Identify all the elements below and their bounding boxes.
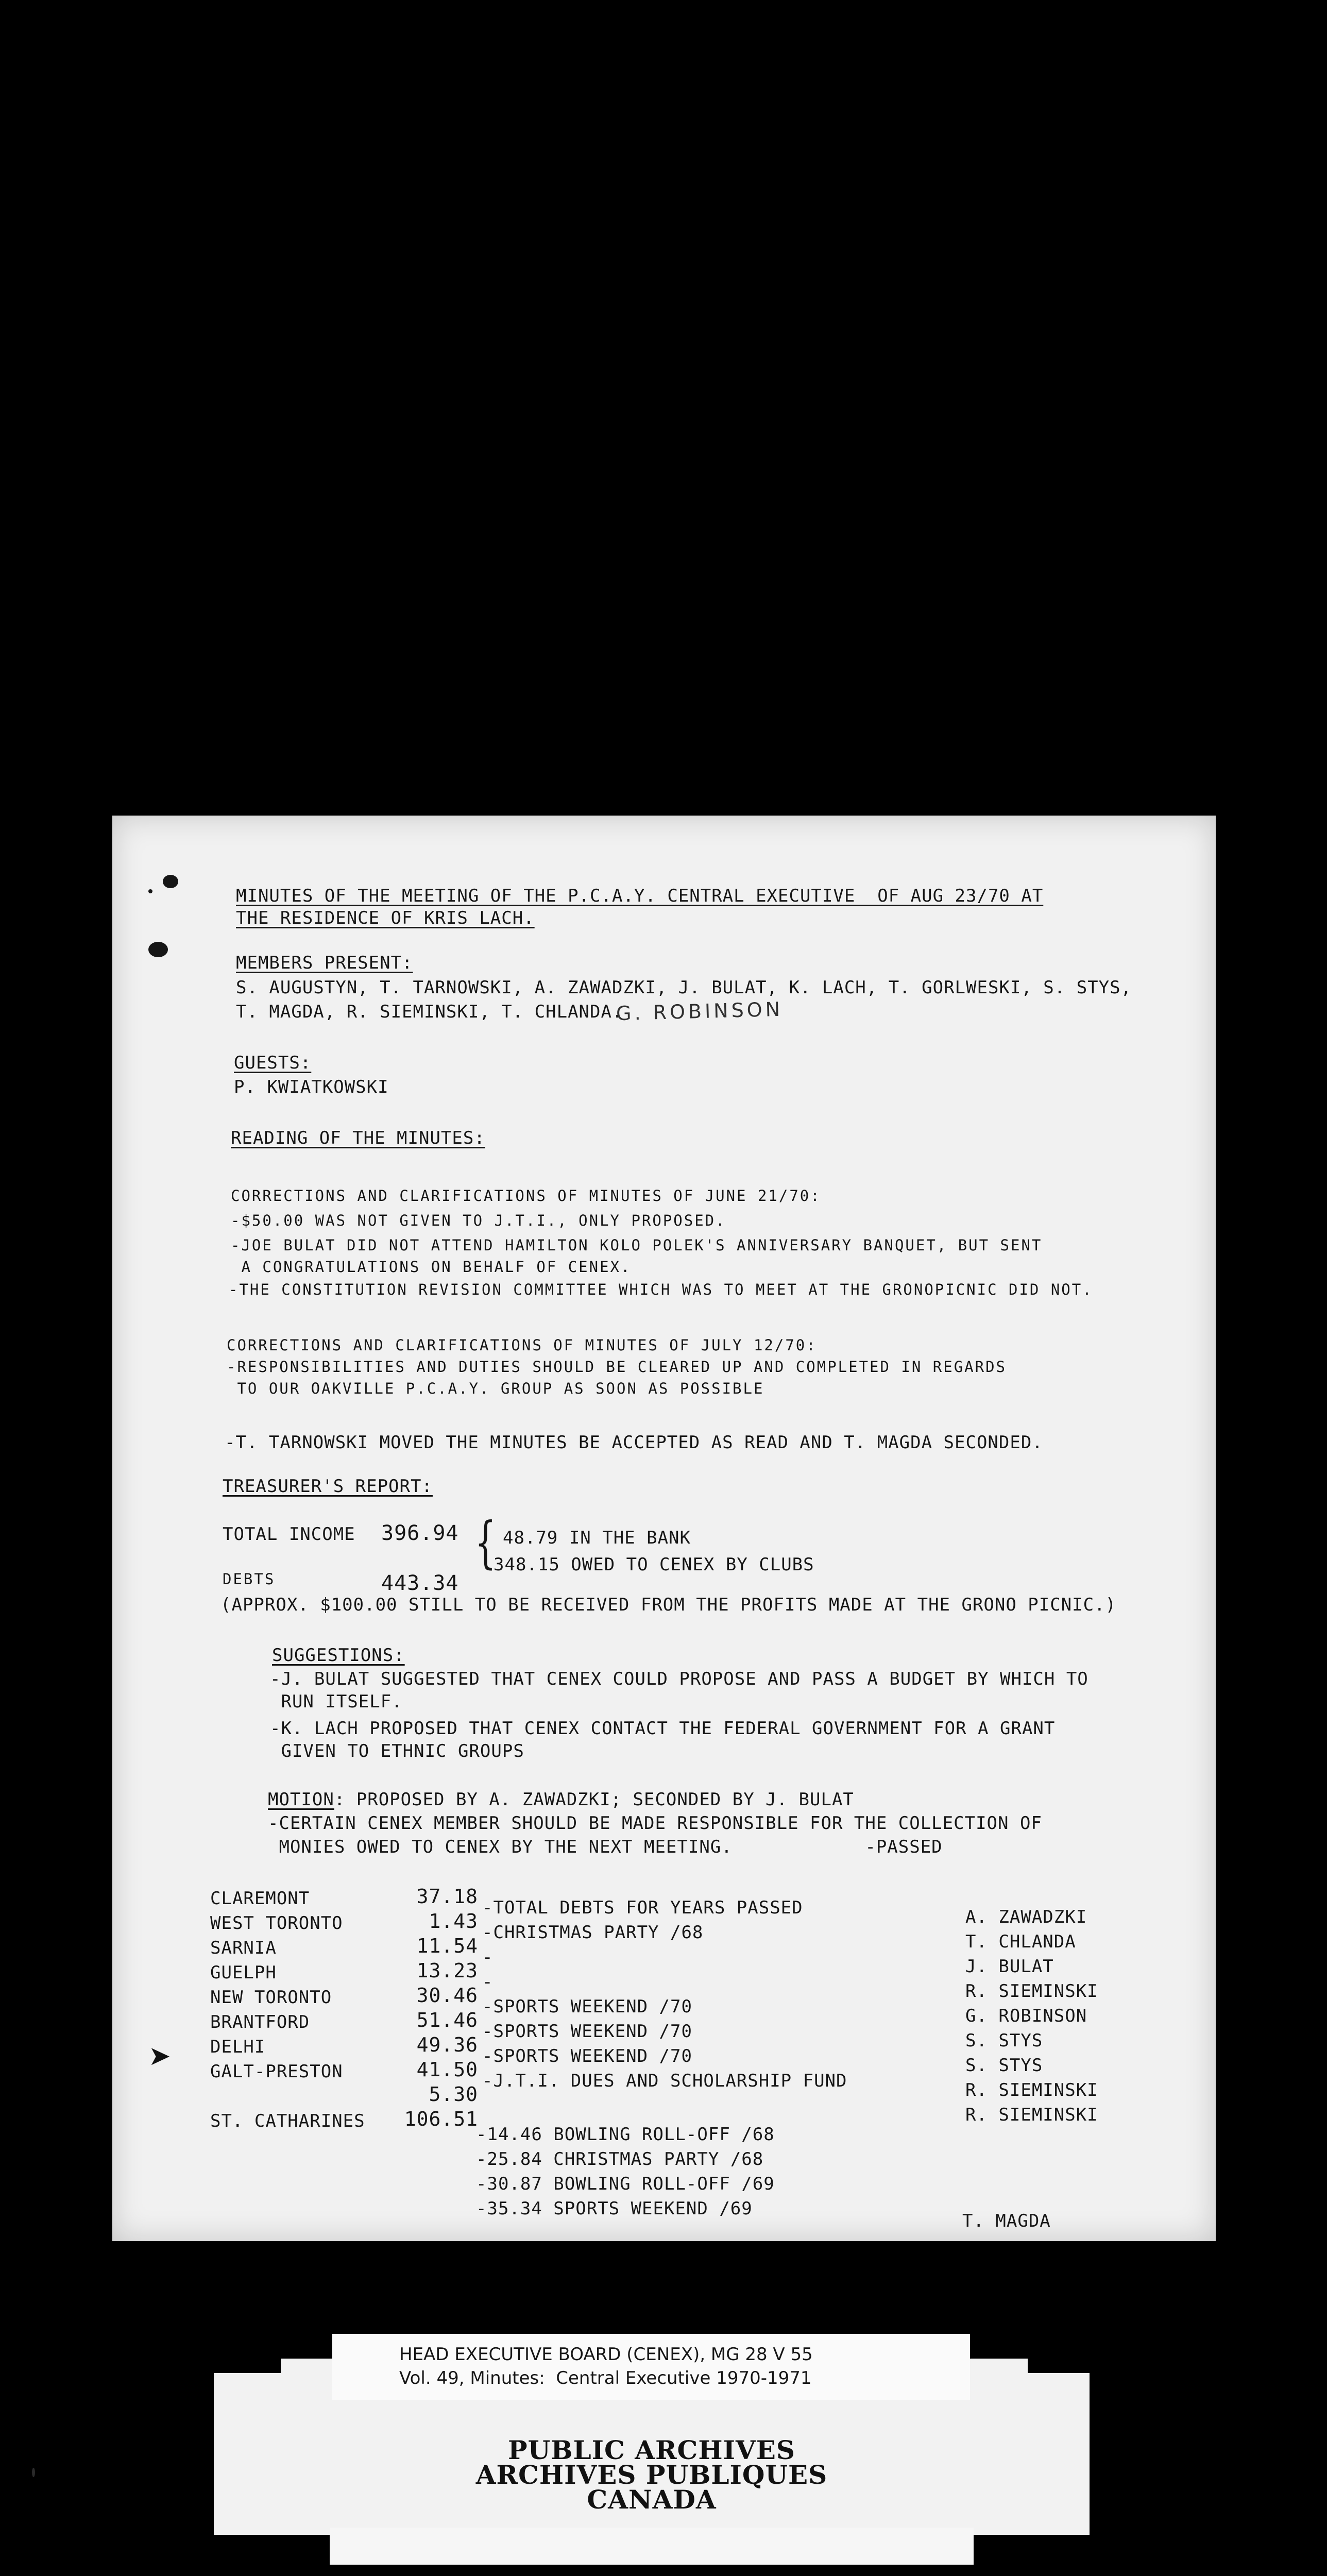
suggestion-line: -K. LACH PROPOSED THAT CENEX CONTACT THE FEDERAL GOVERNMENT FOR A GRANT	[270, 1718, 1056, 1739]
club-name: NEW TORONTO	[210, 1987, 332, 2008]
club-name: WEST TORONTO	[210, 1913, 343, 1934]
treasurer-heading: TREASURER'S REPORT:	[223, 1476, 433, 1497]
binder-mark	[148, 942, 168, 957]
suggestion-line: RUN ITSELF.	[270, 1691, 403, 1712]
suggestions-heading: SUGGESTIONS:	[272, 1645, 405, 1666]
club-amount: 106.51	[404, 2108, 478, 2130]
responsible-member: J. BULAT	[965, 1956, 1054, 1977]
club-name: ST. CATHARINES	[210, 2111, 365, 2131]
debt-note: -30.87 BOWLING ROLL-OFF /69	[476, 2174, 775, 2194]
debt-note: -	[482, 1972, 494, 1992]
amount-column	[401, 1886, 478, 2133]
debt-note: -35.34 SPORTS WEEKEND /69	[476, 2198, 753, 2219]
st-catharines-notes	[476, 2124, 775, 2223]
club-amount: 49.36	[416, 2033, 478, 2056]
total-income-label: TOTAL INCOME	[223, 1524, 355, 1545]
club-amount: 11.54	[416, 1935, 478, 1957]
club-amount: 30.46	[416, 1984, 478, 2007]
debt-note: -	[482, 1947, 494, 1968]
archive-banner-base	[330, 2528, 974, 2565]
debt-note: -SPORTS WEEKEND /70	[482, 2046, 692, 2066]
june-correction-line: -THE CONSTITUTION REVISION COMMITTEE WHICH WAS TO MEET AT THE GRONOPICNIC DID NOT.	[229, 1281, 1093, 1298]
june-correction-line: -$50.00 WAS NOT GIVEN TO J.T.I., ONLY PROPOSED.	[231, 1212, 726, 1229]
responsible-member: R. SIEMINSKI	[965, 2105, 1098, 2125]
club-amount: 41.50	[416, 2058, 478, 2081]
margin-arrow-mark: ➤	[148, 2041, 171, 2072]
citation-line2: Vol. 49, Minutes: Central Executive 1970-1971	[399, 2368, 812, 2388]
debts-value: 443.34	[381, 1571, 459, 1595]
club-amount: 37.18	[416, 1885, 478, 1908]
debt-note: -TOTAL DEBTS FOR YEARS PASSED	[482, 1897, 803, 1918]
citation-line1: HEAD EXECUTIVE BOARD (CENEX), MG 28 V 55	[399, 2344, 813, 2365]
minutes-accepted-motion: -T. TARNOWSKI MOVED THE MINUTES BE ACCEPTED AS READ AND T. MAGDA SECONDED.	[225, 1432, 1043, 1453]
june-correction-line: -JOE BULAT DID NOT ATTEND HAMILTON KOLO POLEK'S ANNIVERSARY BANQUET, BUT SENT	[231, 1236, 1043, 1254]
club-name: DELHI	[210, 2037, 266, 2057]
debts-label: DEBTS	[223, 1570, 276, 1588]
july-correction-line: TO OUR OAKVILLE P.C.A.Y. GROUP AS SOON AS POSSIBLE	[227, 1380, 764, 1397]
archives-stamp-line3: CANADA	[587, 2484, 717, 2515]
minutes-document-page	[112, 816, 1216, 2241]
responsible-member: S. STYS	[965, 2055, 1043, 2076]
reading-heading: READING OF THE MINUTES:	[231, 1128, 485, 1148]
june-corrections-heading: CORRECTIONS AND CLARIFICATIONS OF MINUTES OF JUNE 21/70:	[231, 1187, 821, 1205]
club-name	[210, 2086, 365, 2111]
motion-heading: MOTION	[268, 1789, 334, 1810]
guests-line: P. KWIATKOWSKI	[234, 1077, 389, 1097]
debt-notes-column	[482, 1897, 847, 2095]
debt-note: -SPORTS WEEKEND /70	[482, 2021, 692, 2042]
responsible-member: R. SIEMINSKI	[965, 2080, 1098, 2100]
motion-proposed: : PROPOSED BY A. ZAWADZKI; SECONDED BY J. BULAT	[334, 1789, 854, 1810]
members-line1: S. AUGUSTYN, T. TARNOWSKI, A. ZAWADZKI, J. BULAT, K. LACH, T. GORLWESKI, S. STYS,	[236, 977, 1132, 998]
june-correction-line: A CONGRATULATIONS ON BEHALF OF CENEX.	[231, 1258, 632, 1276]
archives-stamp-line2: ARCHIVES PUBLIQUES	[475, 2460, 828, 2490]
approx-note: (APPROX. $100.00 STILL TO BE RECEIVED FROM THE PROFITS MADE AT THE GRONO PICNIC.)	[220, 1595, 1117, 1615]
binder-mark	[148, 889, 152, 893]
responsible-column	[965, 1907, 1098, 2129]
motion-detail-line: MONIES OWED TO CENEX BY THE NEXT MEETING. -PASSED	[268, 1837, 943, 1857]
responsible-member: T. CHLANDA	[965, 1931, 1076, 1952]
owed-line: 348.15 OWED TO CENEX BY CLUBS	[494, 1554, 814, 1575]
banner-notch	[214, 2359, 281, 2373]
banner-notch	[1028, 2359, 1090, 2373]
club-amount: 51.46	[416, 2009, 478, 2031]
club-name: SARNIA	[210, 1938, 277, 1958]
responsible-member: S. STYS	[965, 2030, 1043, 2051]
brace-mark: {	[474, 1511, 496, 1575]
document-title-line2: THE RESIDENCE OF KRIS LACH.	[236, 908, 535, 928]
debt-note: -SPORTS WEEKEND /70	[482, 1996, 692, 2017]
july-corrections-heading: CORRECTIONS AND CLARIFICATIONS OF MINUTES OF JULY 12/70:	[227, 1336, 817, 1354]
archives-stamp-line1: PUBLIC ARCHIVES	[508, 2435, 795, 2465]
binder-mark	[163, 875, 178, 888]
citation-label	[332, 2334, 970, 2400]
film-dust	[32, 2468, 35, 2477]
club-name: CLAREMONT	[210, 1888, 310, 1909]
debt-note: -CHRISTMAS PARTY /68	[482, 1922, 704, 1943]
club-name: GALT-PRESTON	[210, 2061, 343, 2082]
club-column	[210, 1888, 365, 2136]
club-amount: 13.23	[416, 1959, 478, 1982]
motion-line	[268, 1789, 854, 1810]
motion-detail-line: -CERTAIN CENEX MEMBER SHOULD BE MADE RESPONSIBLE FOR THE COLLECTION OF	[268, 1813, 1042, 1834]
club-name: BRANTFORD	[210, 2012, 310, 2032]
members-heading: MEMBERS PRESENT:	[236, 953, 413, 973]
responsible-member: R. SIEMINSKI	[965, 1981, 1098, 2002]
debt-note: -14.46 BOWLING ROLL-OFF /68	[476, 2124, 775, 2145]
responsible-member: G. ROBINSON	[965, 2006, 1087, 2026]
members-line2: T. MAGDA, R. SIEMINSKI, T. CHLANDA.	[236, 1002, 623, 1022]
responsible-member: A. ZAWADZKI	[965, 1907, 1087, 1927]
guests-heading: GUESTS:	[234, 1053, 312, 1073]
total-income-value: 396.94	[381, 1521, 459, 1545]
bank-line: 48.79 IN THE BANK	[503, 1528, 691, 1548]
club-amount: 5.30	[429, 2083, 478, 2106]
suggestion-line: GIVEN TO ETHNIC GROUPS	[270, 1741, 524, 1761]
debt-note: -J.T.I. DUES AND SCHOLARSHIP FUND	[482, 2071, 847, 2091]
suggestion-line: -J. BULAT SUGGESTED THAT CENEX COULD PROPOSE AND PASS A BUDGET BY WHICH TO	[270, 1669, 1088, 1689]
july-correction-line: -RESPONSIBILITIES AND DUTIES SHOULD BE CLEARED UP AND COMPLETED IN REGARDS	[227, 1358, 1007, 1376]
document-title-line1: MINUTES OF THE MEETING OF THE P.C.A.Y. CENTRAL EXECUTIVE OF AUG 23/70 AT	[236, 886, 1044, 906]
club-amount: 1.43	[429, 1910, 478, 1933]
handwritten-member: G. ROBINSON	[616, 997, 784, 1025]
responsible-member: T. MAGDA	[962, 2211, 1051, 2231]
debt-note: -25.84 CHRISTMAS PARTY /68	[476, 2149, 764, 2170]
club-name: GUELPH	[210, 1962, 277, 1983]
